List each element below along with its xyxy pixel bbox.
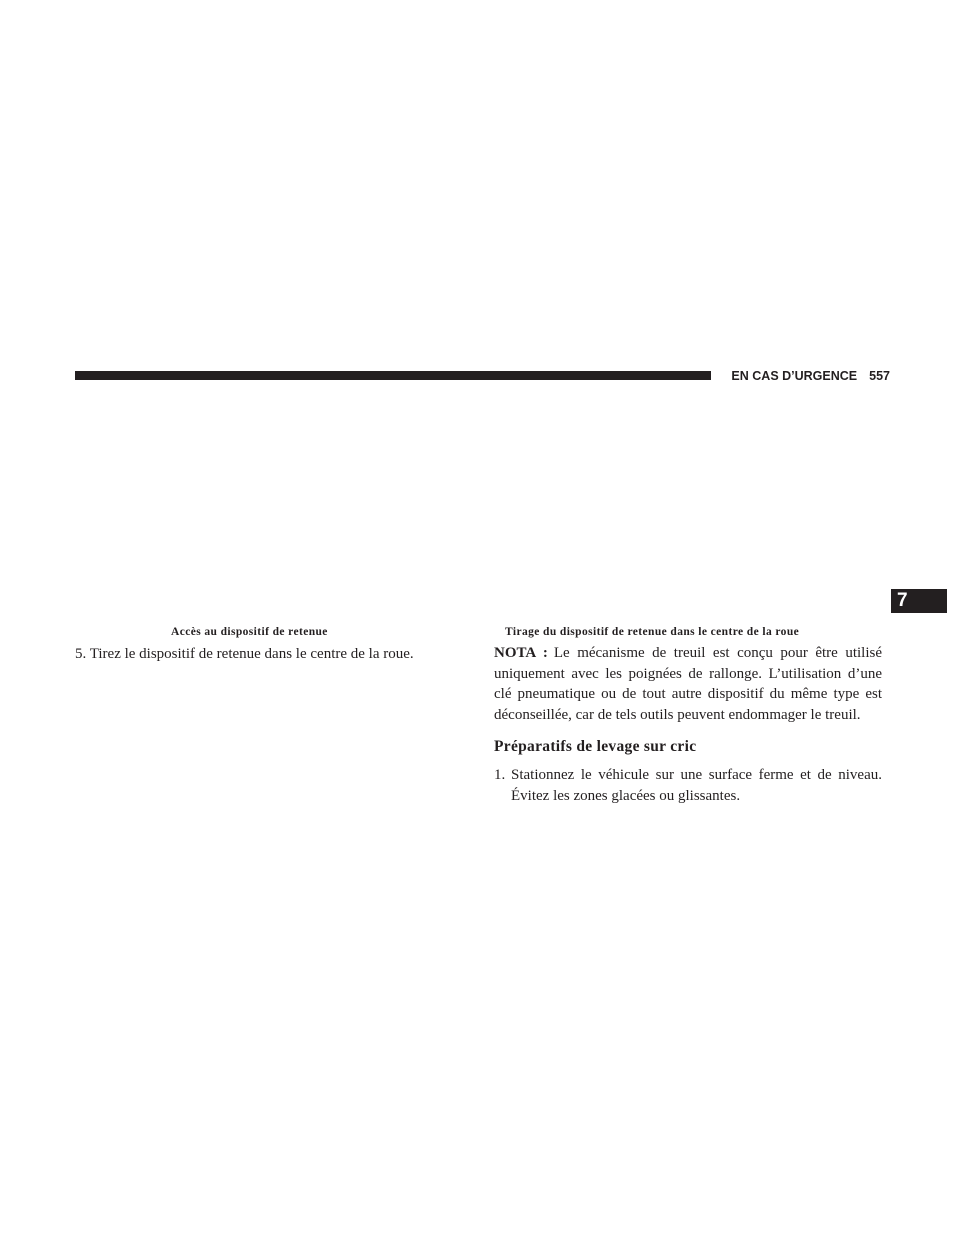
header-rule xyxy=(75,371,711,380)
figure-caption-left: Accès au dispositif de retenue xyxy=(171,626,328,638)
right-step-text: Stationnez le véhicule sur une surface ferme et de niveau. Évitez les zones glacées ou glissantes. xyxy=(511,767,882,804)
note-text: Le mécanisme de treuil est conçu pour être utilisé uniquement avec les poignées de rallonge. L’utilisation d’une clé pneumatique ou de tout autre dispositif du même type est déconseillée, car de tels outils peuvent endommager le treuil. xyxy=(494,645,882,723)
chapter-tab: 7 xyxy=(891,589,947,613)
note-label: NOTA : xyxy=(494,645,548,661)
left-step xyxy=(75,645,467,664)
running-header xyxy=(718,368,890,384)
section-title: EN CAS D’URGENCE xyxy=(731,369,858,383)
left-step-number: 5. xyxy=(75,646,87,662)
right-column xyxy=(494,643,882,806)
right-step xyxy=(494,765,882,806)
section-heading: Préparatifs de levage sur cric xyxy=(494,738,697,755)
figure-caption-right: Tirage du dispositif de retenue dans le centre de la roue xyxy=(505,626,800,638)
page-number: 557 xyxy=(869,369,890,383)
note-paragraph xyxy=(494,643,882,725)
right-step-number: 1. xyxy=(494,767,506,783)
left-step-text: Tirez le dispositif de retenue dans le centre de la roue. xyxy=(89,646,414,662)
